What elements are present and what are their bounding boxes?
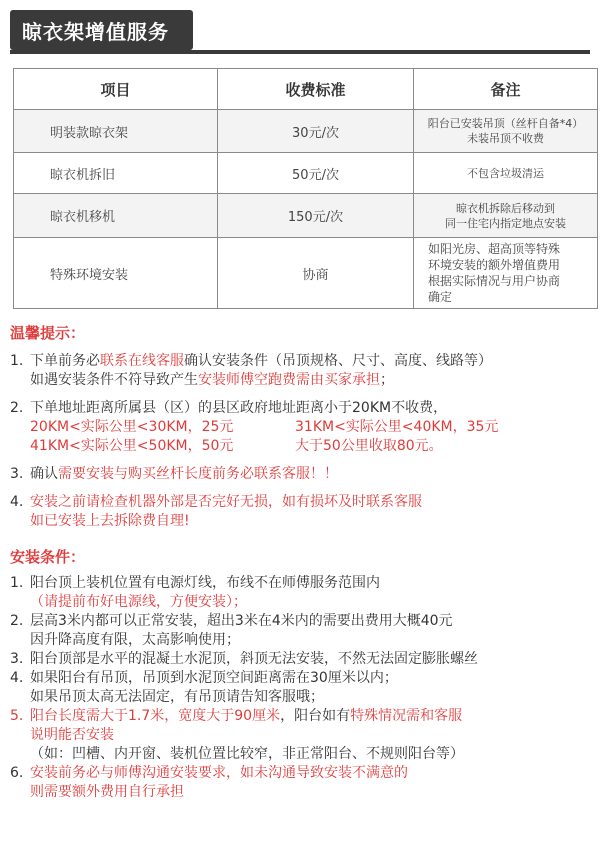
- service-fee-table: [13, 68, 598, 309]
- item-number: 6.: [10, 765, 24, 781]
- column-header-item: 项目: [14, 69, 218, 110]
- condition-item-2: [10, 612, 595, 650]
- row-fee: 30元/次: [218, 110, 414, 153]
- tip-item-2: [10, 399, 595, 456]
- item-number: 2.: [10, 400, 24, 416]
- item-number: 2.: [10, 613, 24, 629]
- tip-item-3: [10, 465, 595, 484]
- note-line: 如阳光房、超高顶等特殊: [428, 242, 561, 256]
- row-note: [414, 153, 598, 194]
- row-note: [414, 110, 598, 153]
- condition-highlight: 特殊情况需和客服: [350, 708, 463, 724]
- condition-text: 阳台顶部是水平的混凝土水泥顶，斜顶无法安装，不然无法固定膨胀螺丝: [30, 651, 478, 667]
- tip-text: 确认: [30, 466, 58, 482]
- tip-item-1: [10, 352, 595, 390]
- page-title-bar: [10, 10, 193, 50]
- row-fee: 150元/次: [218, 194, 414, 238]
- tip-text: 下单地址距离所属县（区）的县区政府地址距离小于20KM不收费，: [30, 400, 448, 416]
- row-item: 晾衣机拆旧: [14, 153, 218, 194]
- tips-title: 温馨提示：: [10, 324, 86, 342]
- column-header-note: 备注: [414, 69, 598, 110]
- table-row: [14, 194, 598, 238]
- distance-fee-tier: 41KM<实际公里<50KM，50元: [30, 438, 234, 454]
- tip-highlight: 如已安装上去拆除费自理!: [30, 513, 190, 529]
- column-header-fee: 收费标准: [218, 69, 414, 110]
- row-item: 晾衣机移机: [14, 194, 218, 238]
- condition-text: 阳台顶上装机位置有电源灯线，布线不在师傅服务范围内: [30, 575, 380, 591]
- contact-service-link[interactable]: 联系在线客服: [100, 353, 184, 369]
- condition-highlight: 说明能否安装: [30, 727, 114, 743]
- condition-item-5: [10, 707, 595, 764]
- page-title: 晾衣架增值服务: [22, 19, 169, 44]
- condition-highlight: （请提前布好电源线，方便安装）；: [30, 594, 247, 610]
- row-item: 特殊环境安装: [14, 238, 218, 309]
- tip-highlight: 安装之前请检查机器外部是否完好无损，如有损坏及时联系客服: [30, 494, 422, 510]
- tip-text: 如遇安装条件不符导致产生: [30, 372, 198, 388]
- distance-fee-tier: 31KM<实际公里<40KM，35元: [295, 419, 499, 435]
- condition-text: 如果吊顶太高无法固定，有吊顶请告知客服哦；: [30, 689, 324, 705]
- tip-text: ；: [380, 372, 394, 388]
- item-number: 5.: [10, 708, 24, 724]
- condition-item-4: [10, 669, 595, 707]
- item-number: 1.: [10, 575, 24, 591]
- note-line: 未装吊顶不收费: [467, 132, 544, 145]
- distance-fee-tier: 大于50公里收取80元。: [295, 438, 443, 454]
- item-number: 4.: [10, 494, 24, 510]
- row-note: [414, 238, 598, 309]
- condition-item-3: [10, 650, 595, 669]
- tip-highlight: 安装师傅空跑费需由买家承担: [198, 372, 380, 388]
- note-line: 晾衣机拆除后移动到: [456, 201, 555, 215]
- condition-highlight: 安装前务必与师傅沟通安装要求，如未沟通导致安装不满意的: [30, 765, 408, 781]
- title-divider: [10, 50, 590, 54]
- note-line: 阳台已安装吊顶（丝杆自备*4）: [427, 117, 584, 130]
- condition-item-1: [10, 574, 595, 612]
- note-line: 确定: [428, 290, 453, 304]
- tip-text: 下单前务必: [30, 353, 100, 369]
- table-row: [14, 110, 598, 153]
- note-line: 环境安装的额外增值费用: [428, 258, 561, 272]
- condition-text: 因升降高度有限，太高影响使用；: [30, 632, 240, 648]
- condition-item-6: [10, 764, 595, 802]
- note-line: 不包含垃圾清运: [467, 166, 544, 180]
- table-row: [14, 153, 598, 194]
- conditions-title: 安装条件：: [10, 548, 86, 566]
- item-number: 3.: [10, 466, 24, 482]
- tip-text: 确认安装条件（吊顶规格、尺寸、高度、线路等）: [184, 353, 492, 369]
- table-row: [14, 238, 598, 309]
- conditions-list: [10, 574, 595, 802]
- condition-highlight: 则需要额外费用自行承担: [30, 784, 184, 800]
- tips-list: [10, 352, 595, 531]
- tip-highlight: 需要安装与购买丝杆长度前务必联系客服！！: [58, 466, 338, 482]
- row-item: 明装款晾衣架: [14, 110, 218, 153]
- note-line: 同一住宅内指定地点安装: [445, 216, 566, 230]
- table-header-row: [14, 69, 598, 110]
- condition-text: 层高3米内都可以正常安装，超出3米在4米内的需要出费用大概40元: [30, 613, 453, 629]
- item-number: 1.: [10, 353, 24, 369]
- row-fee: 协商: [218, 238, 414, 309]
- note-line: 根据实际情况与用户协商: [428, 274, 561, 288]
- condition-text: ，阳台如有: [280, 708, 351, 724]
- item-number: 4.: [10, 670, 24, 686]
- condition-text: （如：凹槽、内开窗、装机位置比较窄，非正常阳台、不规则阳台等）: [30, 746, 464, 762]
- distance-fee-tier: 20KM<实际公里<30KM，25元: [30, 419, 234, 435]
- condition-highlight: 阳台长度需大于1.7米，宽度大于90厘米: [30, 708, 281, 724]
- row-fee: 50元/次: [218, 153, 414, 194]
- row-note: [414, 194, 598, 238]
- item-number: 3.: [10, 651, 24, 667]
- condition-text: 如果阳台有吊顶，吊顶到水泥顶空间距离需在30厘米以内；: [30, 670, 398, 686]
- tip-item-4: [10, 493, 595, 531]
